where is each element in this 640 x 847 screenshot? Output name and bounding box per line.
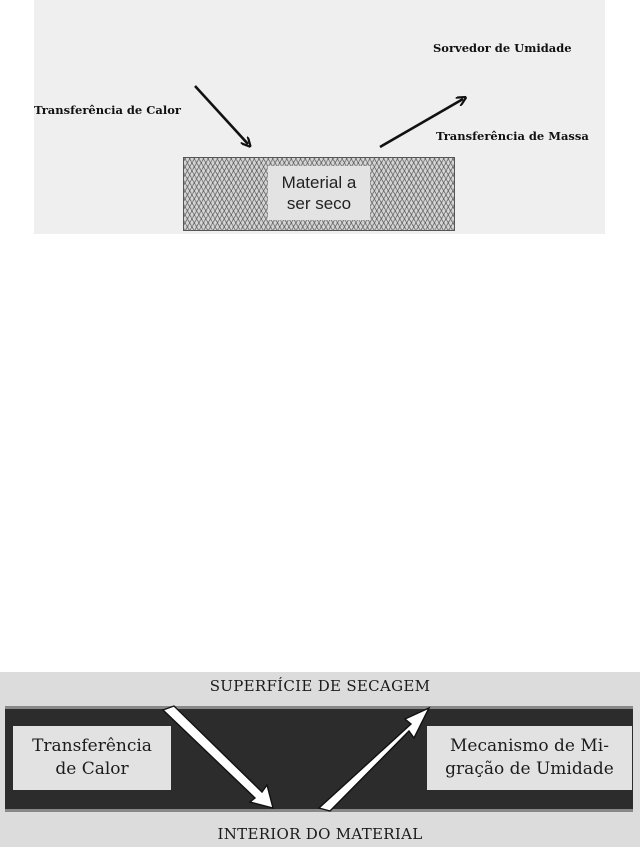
hollow-arrows-layer <box>0 672 640 847</box>
drying-diagram-top <box>34 0 605 234</box>
material-label-line1: Material a <box>281 173 357 192</box>
heat-transfer-label: Transferência de Calor <box>34 103 181 117</box>
heat-transfer-arrow <box>195 86 248 144</box>
drying-diagram-bottom <box>0 672 640 847</box>
moisture-migration-box-line2: gração de Umidade <box>445 759 614 779</box>
drying-surface-label: SUPERFÍCIE DE SECAGEM <box>209 677 431 695</box>
material-interior-label: INTERIOR DO MATERIAL <box>217 825 423 843</box>
mass-transfer-label: Transferência de Massa <box>436 129 589 143</box>
heat-inward-arrow <box>163 706 273 808</box>
material-label-line2: ser seco <box>286 194 352 213</box>
moisture-migration-box-line1: Mecanismo de Mi- <box>450 736 609 756</box>
heat-transfer-box-line2: de Calor <box>55 759 129 779</box>
moisture-outward-arrow <box>319 708 429 811</box>
material-label <box>268 166 370 220</box>
material-block <box>183 157 455 231</box>
heat-transfer-box-line1: Transferência <box>32 736 152 756</box>
moisture-sink-label: Sorvedor de Umidade <box>433 41 572 55</box>
